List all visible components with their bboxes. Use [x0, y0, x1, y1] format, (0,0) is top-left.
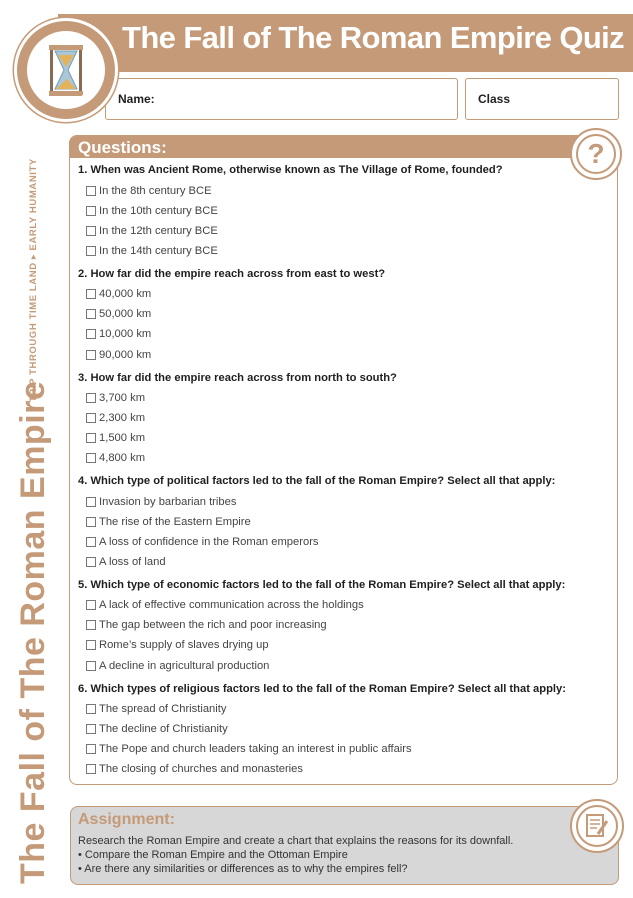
option-label: 4,800 km — [99, 452, 146, 464]
class-label: Class — [478, 92, 511, 106]
option-label: 10,000 km — [99, 328, 152, 340]
name-field[interactable] — [105, 78, 458, 120]
page-title: The Fall of The Roman Empire Quiz — [122, 20, 625, 55]
checkbox-icon[interactable] — [86, 724, 96, 734]
question-3: 3. How far did the empire reach across from north to south? — [78, 372, 397, 384]
option-checkbox[interactable] — [86, 639, 269, 651]
checkbox-icon[interactable] — [86, 413, 96, 423]
option-label: A decline in agricultural production — [99, 660, 270, 672]
checkbox-icon[interactable] — [86, 433, 96, 443]
notepad-pencil-icon — [578, 807, 615, 844]
checkbox-icon[interactable] — [86, 246, 96, 256]
option-checkbox[interactable] — [86, 723, 228, 735]
checkbox-icon[interactable] — [86, 661, 96, 671]
option-checkbox[interactable] — [86, 763, 303, 775]
checkbox-icon[interactable] — [86, 517, 96, 527]
checkbox-icon[interactable] — [86, 537, 96, 547]
side-title: The Fall of The Roman Empire — [14, 380, 52, 884]
option-label: Rome’s supply of slaves drying up — [99, 639, 269, 651]
option-label: The gap between the rich and poor increasing — [99, 619, 327, 631]
checkbox-icon[interactable] — [86, 350, 96, 360]
option-label: In the 14th century BCE — [99, 245, 218, 257]
option-checkbox[interactable] — [86, 703, 226, 715]
checkbox-icon[interactable] — [86, 557, 96, 567]
checkbox-icon[interactable] — [86, 744, 96, 754]
checkbox-icon[interactable] — [86, 704, 96, 714]
option-checkbox[interactable] — [86, 308, 151, 320]
checkbox-icon[interactable] — [86, 393, 96, 403]
option-checkbox[interactable] — [86, 496, 236, 508]
logo — [14, 18, 118, 122]
assignment-badge — [570, 799, 624, 853]
question-2: 2. How far did the empire reach across from east to west? — [78, 268, 386, 280]
checkbox-icon[interactable] — [86, 497, 96, 507]
option-label: 3,700 km — [99, 392, 146, 404]
option-checkbox[interactable] — [86, 516, 251, 528]
option-checkbox[interactable] — [86, 412, 145, 424]
name-label: Name: — [118, 92, 155, 106]
option-checkbox[interactable] — [86, 452, 145, 464]
option-label: In the 8th century BCE — [99, 185, 212, 197]
assignment-line: • Are there any similarities or differences as to why the empires fell? — [78, 863, 408, 875]
option-checkbox[interactable] — [86, 432, 145, 444]
option-label: In the 10th century BCE — [99, 205, 218, 217]
assignment-line: • Compare the Roman Empire and the Ottoman Empire — [78, 849, 348, 861]
checkbox-icon[interactable] — [86, 329, 96, 339]
class-field[interactable] — [465, 78, 619, 120]
option-checkbox[interactable] — [86, 619, 327, 631]
option-label: Invasion by barbarian tribes — [99, 496, 237, 508]
option-checkbox[interactable] — [86, 328, 151, 340]
option-checkbox[interactable] — [86, 288, 151, 300]
option-checkbox[interactable] — [86, 205, 218, 217]
option-label: 1,500 km — [99, 432, 146, 444]
option-checkbox[interactable] — [86, 185, 212, 197]
question-1: 1. When was Ancient Rome, otherwise known as The Village of Rome, founded? — [78, 164, 503, 176]
assignment-heading: Assignment: — [78, 811, 175, 828]
option-label: 2,300 km — [99, 412, 146, 424]
option-checkbox[interactable] — [86, 556, 166, 568]
option-label: The spread of Christianity — [99, 703, 227, 715]
assignment-badge-inner — [576, 805, 618, 847]
assignment-line: Research the Roman Empire and create a chart that explains the reasons for its downfall. — [78, 835, 514, 847]
checkbox-icon[interactable] — [86, 640, 96, 650]
checkbox-icon[interactable] — [86, 226, 96, 236]
option-label: In the 12th century BCE — [99, 225, 218, 237]
option-checkbox[interactable] — [86, 536, 319, 548]
option-label: The rise of the Eastern Empire — [99, 516, 251, 528]
checkbox-icon[interactable] — [86, 453, 96, 463]
questions-heading: Questions: — [78, 138, 167, 157]
checkbox-icon[interactable] — [86, 764, 96, 774]
checkbox-icon[interactable] — [86, 186, 96, 196]
question-5: 5. Which type of economic factors led to the fall of the Roman Empire? Select all that apply: — [78, 579, 566, 591]
option-checkbox[interactable] — [86, 599, 364, 611]
option-label: 90,000 km — [99, 349, 152, 361]
option-label: 50,000 km — [99, 308, 152, 320]
checkbox-icon[interactable] — [86, 600, 96, 610]
option-label: The decline of Christianity — [99, 723, 228, 735]
checkbox-icon[interactable] — [86, 620, 96, 630]
option-checkbox[interactable] — [86, 660, 269, 672]
question-4: 4. Which type of political factors led to the fall of the Roman Empire? Select all that apply: — [78, 475, 556, 487]
checkbox-icon[interactable] — [86, 309, 96, 319]
question-6: 6. Which types of religious factors led to the fall of the Roman Empire? Select all that apply: — [78, 683, 566, 695]
option-label: The Pope and church leaders taking an interest in public affairs — [99, 743, 412, 755]
option-checkbox[interactable] — [86, 392, 145, 404]
question-mark-icon: ? — [576, 134, 616, 174]
option-checkbox[interactable] — [86, 245, 218, 257]
option-checkbox[interactable] — [86, 349, 151, 361]
checkbox-icon[interactable] — [86, 206, 96, 216]
logo-arc-text — [17, 21, 115, 119]
option-label: A loss of land — [99, 556, 166, 568]
option-label: A lack of effective communication across the holdings — [99, 599, 364, 611]
svg-text:TRIP THROUGH TIME: TRIP THROUGH TIME — [32, 75, 104, 107]
question-badge — [570, 128, 622, 180]
option-label: 40,000 km — [99, 288, 152, 300]
side-subtitle: TRIP THROUGH TIME LAND ▸ EARLY HUMANITY — [28, 158, 39, 402]
option-checkbox[interactable] — [86, 743, 412, 755]
option-label: A loss of confidence in the Roman emperors — [99, 536, 319, 548]
option-label: The closing of churches and monasteries — [99, 763, 303, 775]
option-checkbox[interactable] — [86, 225, 218, 237]
checkbox-icon[interactable] — [86, 289, 96, 299]
questions-header — [70, 136, 617, 158]
